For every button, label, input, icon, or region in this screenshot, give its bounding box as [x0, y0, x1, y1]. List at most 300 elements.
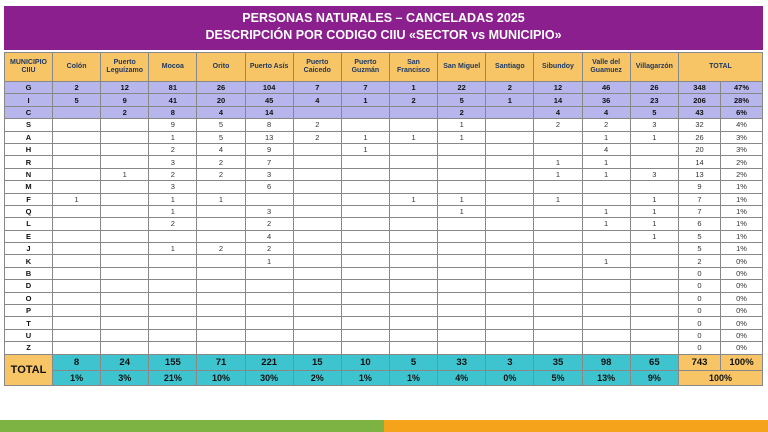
count-cell: 1 [197, 193, 245, 205]
count-cell: 1 [630, 218, 678, 230]
count-cell: 9 [245, 143, 293, 155]
ciiu-code-cell: Q [5, 205, 53, 217]
ciiu-municipio-table [4, 52, 763, 386]
count-cell: 1 [341, 131, 389, 143]
count-cell [53, 168, 101, 180]
count-cell [197, 317, 245, 329]
row-total-cell: 5 [679, 243, 721, 255]
count-cell [534, 317, 582, 329]
count-cell: 1 [389, 131, 437, 143]
count-cell [630, 156, 678, 168]
count-cell [245, 342, 293, 354]
title-line-1: PERSONAS NATURALES – CANCELADAS 2025 [242, 11, 525, 25]
count-cell [582, 342, 630, 354]
count-cell [582, 193, 630, 205]
table-row [5, 230, 763, 242]
count-cell [293, 218, 341, 230]
count-cell: 1 [245, 255, 293, 267]
ciiu-code-cell: T [5, 317, 53, 329]
row-percent-cell: 0% [721, 292, 763, 304]
count-cell: 1 [341, 143, 389, 155]
count-cell: 20 [197, 94, 245, 106]
grand-percent-cell: 100% [721, 354, 763, 370]
count-cell: 23 [630, 94, 678, 106]
row-percent-cell: 3% [721, 143, 763, 155]
header-municipio-col: Valle del Guamuez [582, 53, 630, 82]
count-cell [197, 230, 245, 242]
count-cell: 4 [245, 230, 293, 242]
count-cell [101, 329, 149, 341]
count-cell: 1 [534, 193, 582, 205]
count-cell: 1 [582, 255, 630, 267]
row-total-cell: 43 [679, 106, 721, 118]
row-percent-cell: 1% [721, 218, 763, 230]
count-cell [293, 243, 341, 255]
count-cell: 46 [582, 82, 630, 94]
column-percent-cell: 1% [389, 370, 437, 385]
count-cell: 1 [389, 82, 437, 94]
column-percent-cell: 0% [486, 370, 534, 385]
count-cell [630, 280, 678, 292]
count-cell [486, 106, 534, 118]
count-cell [197, 305, 245, 317]
count-cell [389, 255, 437, 267]
table-row [5, 280, 763, 292]
count-cell: 1 [630, 131, 678, 143]
count-cell: 1 [630, 230, 678, 242]
count-cell [101, 156, 149, 168]
count-cell: 4 [582, 106, 630, 118]
count-cell [197, 205, 245, 217]
table-row [5, 82, 763, 94]
count-cell [341, 329, 389, 341]
count-cell [534, 292, 582, 304]
count-cell: 2 [486, 82, 534, 94]
count-cell [53, 205, 101, 217]
ciiu-code-cell: D [5, 280, 53, 292]
count-cell [630, 305, 678, 317]
column-total-cell: 71 [197, 354, 245, 370]
header-municipio-col: Santiago [486, 53, 534, 82]
count-cell: 2 [582, 119, 630, 131]
count-cell [293, 305, 341, 317]
count-cell [534, 305, 582, 317]
row-percent-cell: 1% [721, 205, 763, 217]
count-cell [389, 168, 437, 180]
count-cell [197, 342, 245, 354]
count-cell [341, 280, 389, 292]
count-cell [245, 193, 293, 205]
count-cell [438, 342, 486, 354]
count-cell: 2 [197, 156, 245, 168]
count-cell [245, 317, 293, 329]
grand-percent-total-cell: 100% [679, 370, 763, 385]
count-cell [293, 193, 341, 205]
row-percent-cell: 3% [721, 131, 763, 143]
count-cell [630, 317, 678, 329]
count-cell: 1 [630, 193, 678, 205]
row-total-cell: 26 [679, 131, 721, 143]
count-cell [341, 267, 389, 279]
row-total-cell: 0 [679, 280, 721, 292]
row-total-cell: 6 [679, 218, 721, 230]
count-cell: 104 [245, 82, 293, 94]
count-cell: 1 [486, 94, 534, 106]
count-cell: 1 [438, 205, 486, 217]
count-cell [438, 280, 486, 292]
column-total-cell: 5 [389, 354, 437, 370]
count-cell [53, 292, 101, 304]
count-cell [389, 342, 437, 354]
header-municipio-col: Mocoa [149, 53, 197, 82]
count-cell [486, 131, 534, 143]
count-cell [293, 280, 341, 292]
count-cell [534, 230, 582, 242]
count-cell: 1 [438, 193, 486, 205]
row-percent-cell: 28% [721, 94, 763, 106]
count-cell [582, 280, 630, 292]
count-cell: 22 [438, 82, 486, 94]
count-cell [101, 230, 149, 242]
ciiu-code-cell: U [5, 329, 53, 341]
count-cell [149, 230, 197, 242]
count-cell: 5 [197, 131, 245, 143]
count-cell: 2 [245, 218, 293, 230]
count-cell [341, 156, 389, 168]
count-cell [438, 292, 486, 304]
count-cell [197, 181, 245, 193]
count-cell [534, 329, 582, 341]
row-total-cell: 0 [679, 317, 721, 329]
count-cell [389, 143, 437, 155]
count-cell [149, 317, 197, 329]
count-cell [534, 255, 582, 267]
header-municipio-col: Puerto Caicedo [293, 53, 341, 82]
count-cell: 2 [438, 106, 486, 118]
count-cell [293, 292, 341, 304]
ciiu-code-cell: K [5, 255, 53, 267]
count-cell [293, 143, 341, 155]
row-total-cell: 7 [679, 205, 721, 217]
row-total-cell: 0 [679, 329, 721, 341]
column-percent-cell: 9% [630, 370, 678, 385]
table-row [5, 119, 763, 131]
table-row [5, 94, 763, 106]
count-cell: 12 [534, 82, 582, 94]
row-percent-cell: 0% [721, 329, 763, 341]
row-percent-cell: 0% [721, 280, 763, 292]
header-municipio-col: Orito [197, 53, 245, 82]
count-cell: 14 [245, 106, 293, 118]
count-cell [534, 280, 582, 292]
count-cell [438, 305, 486, 317]
count-cell [486, 243, 534, 255]
count-cell: 1 [582, 131, 630, 143]
ciiu-code-cell: P [5, 305, 53, 317]
count-cell [582, 230, 630, 242]
row-total-cell: 0 [679, 305, 721, 317]
count-cell: 36 [582, 94, 630, 106]
count-cell: 2 [197, 243, 245, 255]
count-cell: 3 [149, 156, 197, 168]
count-cell [53, 156, 101, 168]
count-cell [630, 329, 678, 341]
ciiu-code-cell: B [5, 267, 53, 279]
ciiu-code-cell: M [5, 181, 53, 193]
row-percent-cell: 1% [721, 181, 763, 193]
count-cell [101, 255, 149, 267]
count-cell [534, 131, 582, 143]
count-cell: 3 [630, 119, 678, 131]
count-cell [293, 168, 341, 180]
table-row [5, 181, 763, 193]
count-cell: 1 [582, 218, 630, 230]
count-cell [438, 218, 486, 230]
count-cell [101, 305, 149, 317]
header-municipio-col: San Francisco [389, 53, 437, 82]
header-municipio-col: Puerto Guzmán [341, 53, 389, 82]
count-cell: 8 [245, 119, 293, 131]
count-cell: 14 [534, 94, 582, 106]
row-total-cell: 5 [679, 230, 721, 242]
count-cell [101, 267, 149, 279]
count-cell [197, 255, 245, 267]
count-cell [486, 292, 534, 304]
count-cell: 5 [197, 119, 245, 131]
row-total-cell: 348 [679, 82, 721, 94]
row-total-cell: 0 [679, 342, 721, 354]
count-cell [53, 181, 101, 193]
count-cell [101, 317, 149, 329]
count-cell: 5 [53, 94, 101, 106]
column-total-cell: 24 [101, 354, 149, 370]
count-cell: 5 [438, 94, 486, 106]
row-percent-cell: 0% [721, 255, 763, 267]
count-cell [534, 205, 582, 217]
count-cell [341, 317, 389, 329]
ciiu-code-cell: I [5, 94, 53, 106]
count-cell [101, 243, 149, 255]
column-percent-cell: 5% [534, 370, 582, 385]
count-cell: 9 [101, 94, 149, 106]
count-cell [245, 329, 293, 341]
count-cell: 1 [438, 119, 486, 131]
table-row [5, 106, 763, 118]
ciiu-code-cell: A [5, 131, 53, 143]
column-percent-cell: 30% [245, 370, 293, 385]
count-cell: 26 [197, 82, 245, 94]
row-percent-cell: 0% [721, 342, 763, 354]
count-cell [53, 267, 101, 279]
count-cell [101, 292, 149, 304]
column-percent-cell: 2% [293, 370, 341, 385]
count-cell [486, 193, 534, 205]
count-cell: 1 [534, 168, 582, 180]
count-cell [582, 292, 630, 304]
count-cell [341, 168, 389, 180]
title-line-2: DESCRIPCIÓN POR CODIGO CIIU «SECTOR vs MUNICIPIO» [205, 28, 562, 42]
count-cell [293, 255, 341, 267]
count-cell [486, 305, 534, 317]
count-cell [486, 255, 534, 267]
count-cell [341, 119, 389, 131]
count-cell [582, 317, 630, 329]
table-row [5, 156, 763, 168]
count-cell: 2 [149, 218, 197, 230]
count-cell [53, 255, 101, 267]
count-cell: 5 [630, 106, 678, 118]
row-percent-cell: 0% [721, 305, 763, 317]
count-cell: 2 [149, 143, 197, 155]
header-municipio-col: Puerto Asís [245, 53, 293, 82]
count-cell [53, 280, 101, 292]
count-cell [389, 329, 437, 341]
count-cell [53, 230, 101, 242]
count-cell [341, 342, 389, 354]
count-cell [197, 329, 245, 341]
count-cell [197, 292, 245, 304]
count-cell [582, 267, 630, 279]
title-banner [4, 6, 763, 50]
count-cell [630, 292, 678, 304]
count-cell [389, 243, 437, 255]
count-cell: 2 [101, 106, 149, 118]
column-percent-cell: 4% [438, 370, 486, 385]
table-row [5, 168, 763, 180]
count-cell [101, 143, 149, 155]
row-total-cell: 20 [679, 143, 721, 155]
column-percent-cell: 1% [53, 370, 101, 385]
count-cell: 1 [534, 156, 582, 168]
column-percent-cell: 13% [582, 370, 630, 385]
count-cell: 1 [149, 205, 197, 217]
count-cell [534, 218, 582, 230]
count-cell [293, 106, 341, 118]
count-cell: 8 [149, 106, 197, 118]
count-cell [149, 280, 197, 292]
count-cell: 13 [245, 131, 293, 143]
table-row [5, 243, 763, 255]
row-total-cell: 7 [679, 193, 721, 205]
count-cell [438, 181, 486, 193]
table-row [5, 342, 763, 354]
count-cell [389, 218, 437, 230]
count-cell: 1 [389, 193, 437, 205]
count-cell: 2 [53, 82, 101, 94]
table-row [5, 218, 763, 230]
count-cell [53, 317, 101, 329]
count-cell: 2 [245, 243, 293, 255]
count-cell: 4 [293, 94, 341, 106]
count-cell [630, 243, 678, 255]
count-cell [486, 181, 534, 193]
count-cell [101, 193, 149, 205]
header-municipio-col: Villagarzón [630, 53, 678, 82]
column-total-cell: 33 [438, 354, 486, 370]
grand-total-cell: 743 [679, 354, 721, 370]
count-cell: 4 [197, 106, 245, 118]
ciiu-code-cell: L [5, 218, 53, 230]
header-municipio-col: Sibundoy [534, 53, 582, 82]
count-cell [245, 267, 293, 279]
count-cell [245, 292, 293, 304]
table-row [5, 255, 763, 267]
table-row [5, 305, 763, 317]
count-cell [486, 143, 534, 155]
count-cell [582, 181, 630, 193]
count-cell: 1 [582, 156, 630, 168]
count-cell: 3 [245, 205, 293, 217]
count-cell [486, 230, 534, 242]
column-percent-cell: 1% [341, 370, 389, 385]
count-cell [438, 143, 486, 155]
count-cell: 7 [341, 82, 389, 94]
count-cell [53, 131, 101, 143]
ciiu-code-cell: F [5, 193, 53, 205]
table-row [5, 143, 763, 155]
percents-row [5, 370, 763, 385]
count-cell: 1 [149, 131, 197, 143]
ciiu-code-cell: Z [5, 342, 53, 354]
header-total: TOTAL [679, 53, 763, 82]
count-cell [438, 156, 486, 168]
count-cell [53, 329, 101, 341]
count-cell [101, 181, 149, 193]
table-row [5, 329, 763, 341]
count-cell [293, 267, 341, 279]
header-municipio: MUNICIPIO CIIU [5, 53, 53, 82]
column-total-cell: 221 [245, 354, 293, 370]
ciiu-code-cell: H [5, 143, 53, 155]
count-cell [486, 168, 534, 180]
count-cell [341, 230, 389, 242]
count-cell [389, 317, 437, 329]
count-cell [197, 267, 245, 279]
row-total-cell: 0 [679, 267, 721, 279]
ciiu-code-cell: R [5, 156, 53, 168]
totals-row [5, 354, 763, 370]
table-row [5, 131, 763, 143]
count-cell [534, 243, 582, 255]
ciiu-code-cell: S [5, 119, 53, 131]
count-cell: 12 [101, 82, 149, 94]
count-cell [293, 205, 341, 217]
count-cell [438, 329, 486, 341]
count-cell [101, 119, 149, 131]
count-cell [389, 305, 437, 317]
count-cell [582, 329, 630, 341]
count-cell [438, 230, 486, 242]
count-cell [149, 342, 197, 354]
count-cell: 1 [101, 168, 149, 180]
count-cell [438, 243, 486, 255]
header-municipio-col: Puerto Leguízamo [101, 53, 149, 82]
count-cell [486, 218, 534, 230]
count-cell [341, 305, 389, 317]
count-cell [389, 156, 437, 168]
row-percent-cell: 2% [721, 168, 763, 180]
count-cell [389, 230, 437, 242]
header-municipio-col: Colón [53, 53, 101, 82]
row-total-cell: 14 [679, 156, 721, 168]
count-cell: 26 [630, 82, 678, 94]
count-cell [630, 267, 678, 279]
count-cell: 1 [53, 193, 101, 205]
count-cell: 81 [149, 82, 197, 94]
count-cell [293, 329, 341, 341]
count-cell [389, 205, 437, 217]
row-total-cell: 13 [679, 168, 721, 180]
